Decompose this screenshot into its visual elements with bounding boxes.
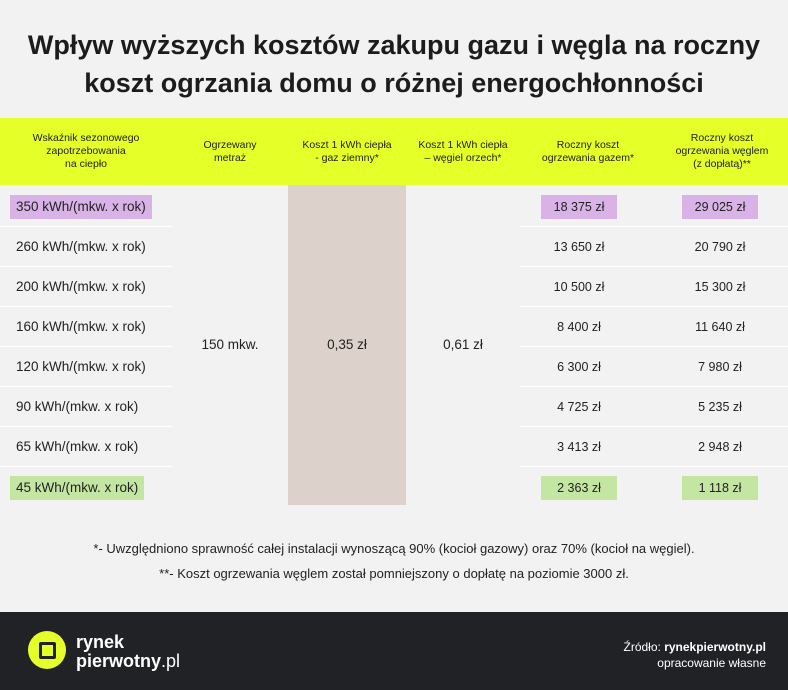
- coal-annual-cost: 1 118 zł: [682, 476, 758, 500]
- row-separator: [520, 386, 788, 387]
- gas-annual-cost: 8 400 zł: [557, 320, 601, 334]
- header-annual-gas-cost: [520, 118, 656, 185]
- row-label: 45 kWh/(mkw. x rok): [10, 476, 144, 500]
- coal-annual-cost: 29 025 zł: [682, 195, 758, 219]
- merged-area-cell: 150 mkw.: [201, 337, 259, 352]
- logo-line-2: [76, 652, 180, 671]
- row-separator: [520, 466, 788, 467]
- row-separator: [520, 346, 788, 347]
- row-label: 350 kWh/(mkw. x rok): [10, 195, 152, 219]
- source-line-2: opracowanie własne: [657, 656, 766, 670]
- header-annual-coal-cost: [656, 118, 788, 185]
- footnote-1: *- Uwzględniono sprawność całej instalacji wynoszącą 90% (kocioł gazowy) oraz 70% (kocioł na węgiel).: [93, 541, 695, 556]
- logo-square-icon: [39, 642, 56, 659]
- row-label: 200 kWh/(mkw. x rok): [16, 279, 146, 294]
- header-text: ogrzewania węglem: [675, 145, 769, 157]
- coal-annual-cost: 11 640 zł: [695, 320, 745, 334]
- title-line-2: koszt ogrzania domu o różnej energochłonności: [84, 68, 704, 98]
- row-separator: [0, 386, 172, 387]
- header-gas-kwh-cost: [288, 118, 406, 185]
- coal-annual-cost: 20 790 zł: [694, 240, 746, 254]
- logo-light: .pl: [161, 651, 181, 671]
- header-text: Koszt 1 kWh ciepła: [302, 138, 392, 151]
- gas-annual-cost: 3 413 zł: [557, 440, 601, 454]
- merged-coal-kwh-cell: 0,61 zł: [443, 337, 483, 352]
- gas-annual-cost: 10 500 zł: [553, 280, 605, 294]
- header-text: - gaz ziemny*: [315, 151, 379, 164]
- header-text: ogrzewania gazem*: [541, 151, 635, 164]
- gas-annual-cost: 4 725 zł: [557, 400, 601, 414]
- row-label: 120 kWh/(mkw. x rok): [16, 359, 146, 374]
- coal-annual-cost: 7 980 zł: [698, 360, 742, 374]
- header-text: – węgiel orzech*: [424, 151, 502, 164]
- row-separator: [0, 346, 172, 347]
- row-separator: [520, 306, 788, 307]
- source-link[interactable]: rynekpierwotny.pl: [664, 640, 766, 654]
- header-text: Roczny koszt: [556, 138, 620, 151]
- header-text: metraż: [213, 151, 247, 164]
- header-text: zapotrzebowania: [46, 145, 126, 157]
- gas-annual-cost: 2 363 zł: [541, 476, 617, 500]
- row-separator: [520, 266, 788, 267]
- rynekpierwotny-logo-icon: [28, 631, 66, 669]
- source-credit: [624, 639, 767, 671]
- source-label: Źródło:: [623, 640, 665, 654]
- row-separator: [520, 226, 788, 227]
- gas-annual-cost: 13 650 zł: [553, 240, 605, 254]
- title-line-1: Wpływ wyższych kosztów zakupu gazu i węgla na roczny: [27, 30, 761, 60]
- header-text: (z dopłatą)**: [693, 158, 751, 170]
- gas-annual-cost: 18 375 zł: [541, 195, 617, 219]
- footnote-2: **- Koszt ogrzewania węglem został pomniejszony o dopłatę na poziomie 3000 zł.: [159, 566, 629, 581]
- row-separator: [0, 306, 172, 307]
- row-label: 90 kWh/(mkw. x rok): [16, 399, 139, 414]
- header-area: [172, 118, 288, 185]
- row-label: 65 kWh/(mkw. x rok): [16, 439, 139, 454]
- header-coal-kwh-cost: [406, 118, 520, 185]
- logo-bold: pierwotny: [76, 651, 162, 671]
- coal-annual-cost: 2 948 zł: [698, 440, 742, 454]
- row-separator: [0, 426, 172, 427]
- header-text: Wskaźnik sezonowego: [32, 132, 140, 144]
- header-text: Ogrzewany: [203, 138, 257, 151]
- header-text: Roczny koszt: [690, 132, 754, 144]
- gas-annual-cost: 6 300 zł: [557, 360, 601, 374]
- row-label: 260 kWh/(mkw. x rok): [16, 239, 146, 254]
- coal-annual-cost: 15 300 zł: [694, 280, 746, 294]
- row-separator: [520, 426, 788, 427]
- logo-line-1: rynek: [76, 632, 125, 652]
- row-label: 160 kWh/(mkw. x rok): [16, 319, 146, 334]
- row-separator: [0, 466, 172, 467]
- page-title: [0, 26, 788, 102]
- row-separator: [0, 266, 172, 267]
- coal-annual-cost: 5 235 zł: [698, 400, 742, 414]
- header-text: Koszt 1 kWh ciepła: [418, 138, 508, 151]
- rynekpierwotny-logo-text: [76, 633, 180, 671]
- header-heat-demand: [0, 118, 172, 185]
- merged-gas-kwh-cell: 0,35 zł: [327, 337, 367, 352]
- header-text: na ciepło: [64, 158, 108, 170]
- row-separator: [0, 226, 172, 227]
- source-line-1: [624, 639, 767, 655]
